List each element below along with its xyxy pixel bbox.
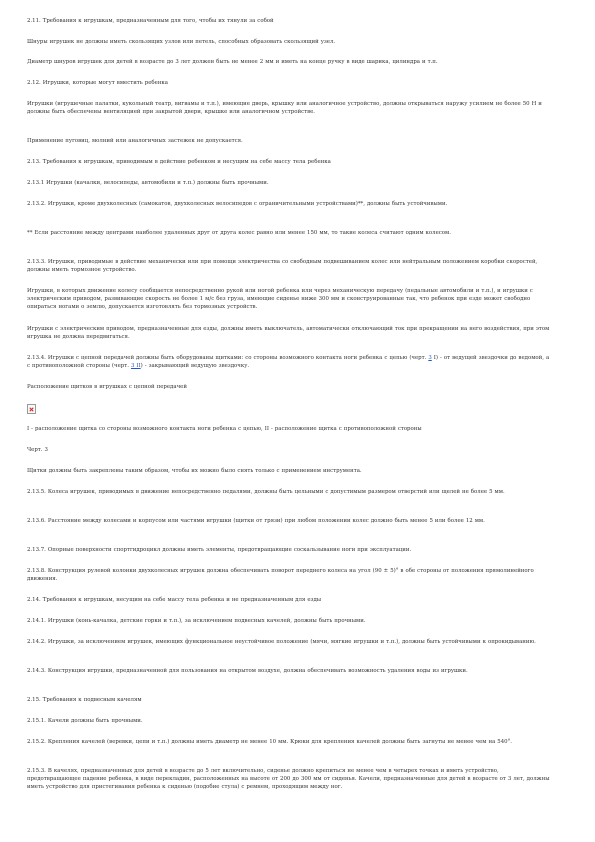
section-heading-2-12: 2.12. Игрушки, которые могут вместить ребенка	[27, 80, 168, 86]
paragraph-text: ) - закрывающий ведущую звездочку.	[140, 362, 250, 369]
paragraph: Игрушки с электрическим приводом, предназначенные для езды, должны иметь выключатель, автоматически отключающий ток при прекращении на него воздействия, при этом игрушка не должна передвигаться.	[27, 326, 550, 340]
paragraph: 2.13.3. Игрушки, приводимые в действие механически или при помощи электричества со свободным подвешиванием колес или нейтральным положением коробки скоростей, должны иметь тормозное устройство.	[27, 259, 538, 273]
paragraph: 2.13.1 Игрушки (качалки, велосипеды, автомобили и т.п.) должны быть прочными.	[27, 180, 269, 186]
section-heading-2-11: 2.11. Требования к игрушкам, предназначенным для того, чтобы их тянули за собой	[27, 18, 274, 24]
paragraph-text: I) - от ведущей звездочки до ведомой, а с противоположной стороны (черт.	[27, 355, 550, 369]
drawing-link-3-i[interactable]: 3	[428, 355, 432, 361]
figure-title: Расположение щитков в игрушках с цепной передачей	[27, 384, 187, 390]
paragraph: 2.13.6. Расстояние между колесами и корпусом или частями игрушки (щитки от грязи) при любом положении колес должно быть менее 5 или более 12 мм.	[27, 518, 485, 524]
paragraph: 2.13.2. Игрушки, кроме двухколесных (самокатов, двухколесных велосипедов с ограничительными устройствами)**, должны быть устойчивыми.	[27, 201, 448, 207]
footnote: ** Если расстояние между центрами наиболее удаленных друг от друга колес равно или менее 150 мм, то такие колеса считают одним колесом.	[27, 230, 451, 236]
paragraph: 2.15.1. Качели должны быть прочными.	[27, 718, 143, 724]
drawing-link-3-ii[interactable]: 3 II	[130, 362, 141, 369]
paragraph-with-links	[27, 355, 551, 371]
paragraph: 2.13.5. Колеса игрушек, приводимых в движение непосредственно педалями, должны быть цельными с допустимым размером отверстий или щелей не более 5 мм.	[27, 489, 505, 495]
figure-caption: I - расположение щитка со стороны возможного контакта ноги ребенка с цепью, II - расположение щитка с противоположной стороны	[27, 426, 422, 432]
paragraph: Шнуры игрушек не должны иметь скользящих узлов или петель, способных образовать скользящий узел.	[27, 39, 336, 45]
paragraph: 2.15.3. В качелях, предназначенных для детей в возрасте до 5 лет включительно, сиденье должно крепиться не менее чем в четырех точках и иметь устройство, предотвращающее падение ребенка, в виде перекладин, расположенных на высоте от 200 до 300 мм от сиденья. Качели, предназначенные для детей в возрасте от 3 лет, должны иметь устройство для пристегивания ребенка к сиденью (подобие стула) с ремнем, проходящим между ног.	[27, 768, 550, 790]
section-heading-2-13: 2.13. Требования к игрушкам, приводимым в действие ребенком и несущим на себе массу тела ребенка	[27, 159, 331, 165]
broken-image-icon	[27, 404, 36, 414]
paragraph: Щитки должны быть закреплены таким образом, чтобы их можно было снять только с применением инструмента.	[27, 468, 362, 474]
paragraph: 2.14.2. Игрушки, за исключением игрушек, имеющих функциональное неустойчивое положение (мячи, мягкие игрушки и т.п.), должны быть устойчивыми к опрокидыванию.	[27, 639, 536, 645]
section-heading-2-15: 2.15. Требования к подвесным качелям	[27, 697, 142, 703]
paragraph: 2.13.8. Конструкция рулевой колонки двухколесных игрушек должна обеспечивать поворот переднего колеса на угол (90 ± 5)° в обе стороны от положения прямолинейного движения.	[27, 568, 534, 582]
paragraph: 2.15.2. Крепления качелей (веревки, цепи и т.п.) должны иметь диаметр не менее 10 мм. Крюки для крепления качелей должны быть загнуты не менее чем на 540°.	[27, 739, 512, 745]
paragraph: Игрушки (игрушечные палатки, кукольный театр, вигвамы и т.п.), имеющие дверь, крышку или аналогичное устройство, должны открываться наружу усилием не более 50 Н и должны быть обеспечены вентиляцией при закрытой двери, крышке или аналогичном устройстве.	[27, 101, 542, 115]
paragraph: Игрушки, в которых движение колесу сообщается непосредственно рукой или ногой ребенка или через механическую передачу (педальные автомобили и т.п.), и игрушки с электрическим приводом, развивающие скорость не более 1 м/с без груза, имеющие сиденье ниже 300 мм и сконструированные так, что ребенок при езде может свободно опираться ногами о землю, допускается изготовлять без тормозных устройств.	[27, 288, 533, 310]
figure-label: Черт. 3	[27, 447, 48, 453]
paragraph: 2.14.1. Игрушки (конь-качалка, детские горки и т.п.), за исключением подвесных качелей, должны быть прочными.	[27, 618, 366, 624]
section-heading-2-14: 2.14. Требования к игрушкам, несущим на себе массу тела ребенка и не предназначенным для езды	[27, 597, 322, 603]
paragraph-text: 2.13.4. Игрушки с цепной передачей должны быть оборудованы щитками: со стороны возможного контакта ноги ребенка с цепью (черт.	[27, 355, 429, 361]
paragraph: 2.13.7. Опорные поверхности спортгидроцикл должны иметь элементы, предотвращающие соскальзывание ноги при эксплуатации.	[27, 547, 412, 553]
paragraph: Диаметр шнуров игрушек для детей в возрасте до 3 лет должен быть не менее 2 мм и иметь на конце ручку в виде шарика, цилиндра и т.п.	[27, 59, 438, 65]
paragraph: 2.14.3. Конструкция игрушки, предназначенной для пользования на открытом воздухе, должна обеспечивать возможность удаления воды из игрушки.	[27, 668, 468, 674]
paragraph: Применение пуговиц, молний или аналогичных застежек не допускается.	[27, 138, 243, 144]
